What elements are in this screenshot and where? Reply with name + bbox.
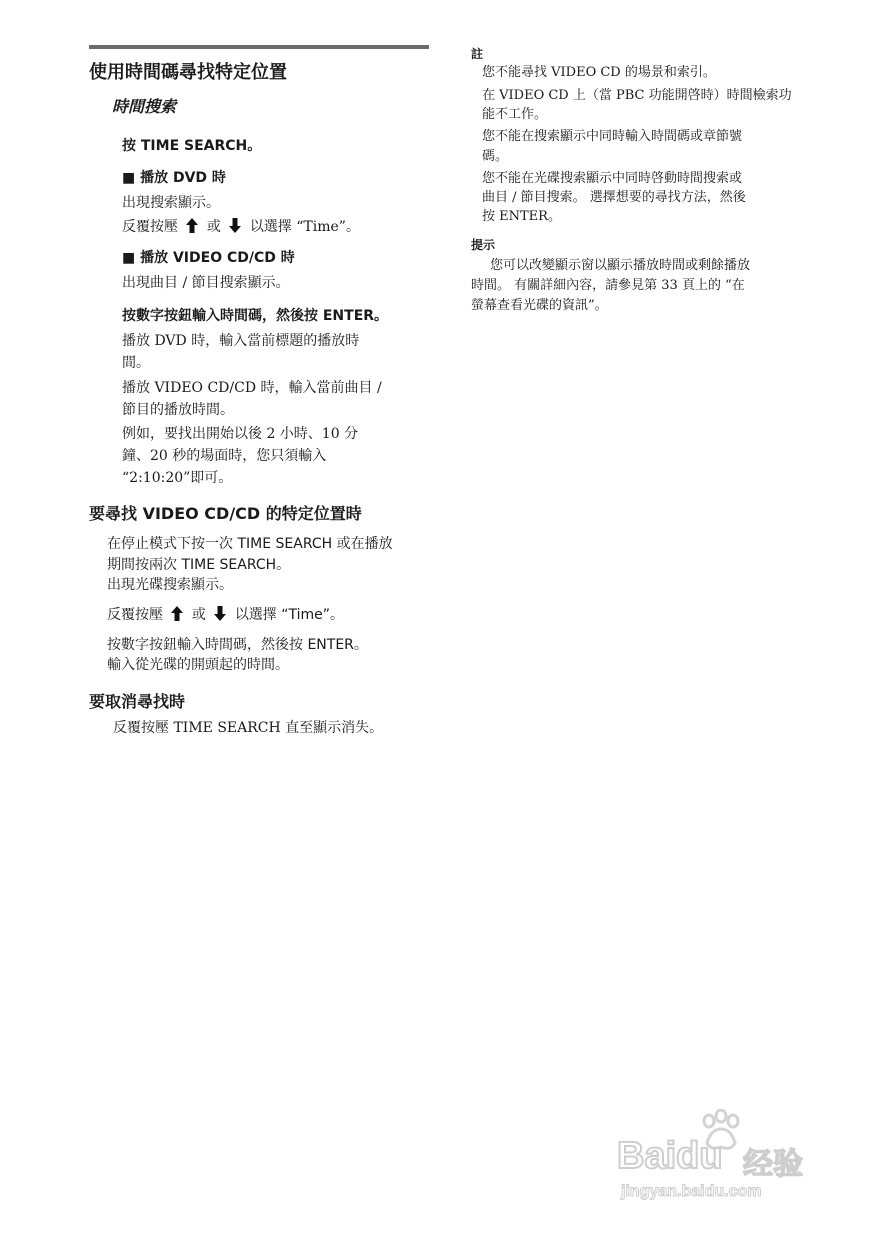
vcd-search-line-6: 輸入從光碟的開頭起的時間。 <box>107 657 289 673</box>
watermark-brand: Bai <box>617 1135 677 1177</box>
section-title-cancel: 要取消尋找時 <box>89 692 186 711</box>
vcd-search-line-5: 按數字按鈕輸入時間碼，然後按 ENTER。 <box>107 637 368 653</box>
dvd-line-2-or: 或 <box>206 219 221 235</box>
vcd-search-line-1: 在停止模式下按一次 TIME SEARCH 或在播放 <box>107 536 393 552</box>
section-rule <box>89 45 429 49</box>
dvd-line-1: 出現搜索顯示。 <box>122 195 220 211</box>
cancel-line-1: 反覆按壓 TIME SEARCH 直至顯示消失。 <box>113 720 384 736</box>
vcd-line-1: 出現曲目 / 節目搜索顯示。 <box>122 275 290 291</box>
para-example-line-3: “2:10:20”即可。 <box>122 470 233 486</box>
vcd-heading: ■ 播放 VIDEO CD/CD 時 <box>122 250 295 266</box>
arrow-down-icon <box>214 606 226 621</box>
note-3-line-1: 您不能在搜索顯示中同時輸入時間碼或章節號 <box>482 129 743 144</box>
vcd-search-line-4-post: 以選擇 “Time”。 <box>234 607 345 623</box>
section-title-vcd-search: 要尋找 VIDEO CD/CD 的特定位置時 <box>89 504 362 523</box>
dvd-line-2-pre: 反覆按壓 <box>122 219 178 235</box>
note-4-line-1: 您不能在光碟搜索顯示中同時啓動時間搜索或 <box>482 171 743 186</box>
vcd-search-line-4 <box>107 604 344 626</box>
dvd-heading: ■ 播放 DVD 時 <box>122 170 226 186</box>
note-3-line-2: 碼。 <box>482 149 509 164</box>
para-dvd-line-1: 播放 DVD 時，輸入當前標題的播放時 <box>122 333 360 349</box>
note-2-line-2: 能不工作。 <box>482 107 548 122</box>
dvd-line-2 <box>122 216 360 238</box>
tip-line-3: 螢幕查看光碟的資訊”。 <box>471 298 608 313</box>
vcd-search-line-4-pre: 反覆按壓 <box>107 607 163 623</box>
tip-line-1: 您可以改變顯示窗以顯示播放時間或剩餘播放 <box>490 258 751 273</box>
tip-line-2: 時間。 有關詳細內容，請參見第 33 頁上的 “在 <box>471 278 745 293</box>
para-example-line-2: 鐘、20 秒的場面時，您只須輸入 <box>122 448 327 464</box>
para-example-line-1: 例如，要找出開始以後 2 小時、10 分 <box>122 426 359 442</box>
para-vcd-line-1: 播放 VIDEO CD/CD 時，輸入當前曲目 / <box>122 380 382 396</box>
note-2-line-1: 在 VIDEO CD 上（當 PBC 功能開啓時）時間檢索功 <box>482 88 792 103</box>
section-title-time-code: 使用時間碼尋找特定位置 <box>89 62 287 83</box>
dvd-line-2-post: 以選擇 “Time”。 <box>249 219 360 235</box>
arrow-down-icon <box>229 218 241 233</box>
watermark-url: jingyan.baidu.com <box>621 1183 762 1200</box>
watermark-brand-du: du <box>676 1135 723 1177</box>
step-press-time-search: 按 TIME SEARCH。 <box>122 138 262 154</box>
para-dvd-line-2: 間。 <box>122 355 150 371</box>
vcd-search-line-3: 出現光碟搜索顯示。 <box>107 577 233 593</box>
note-label: 註 <box>471 47 484 61</box>
arrow-up-icon <box>186 218 198 233</box>
subsection-title-time-search: 時間搜索 <box>112 97 177 116</box>
para-vcd-line-2: 節目的播放時間。 <box>122 402 234 418</box>
watermark-jingyan: 经验 <box>743 1147 803 1182</box>
vcd-search-line-4-or: 或 <box>191 607 206 623</box>
baidu-watermark <box>615 1105 825 1205</box>
note-4-line-3: 按 ENTER。 <box>482 209 561 224</box>
arrow-up-icon <box>171 606 183 621</box>
tip-label: 提示 <box>471 238 496 252</box>
note-4-line-2: 曲目 / 節目搜索。 選擇想要的尋找方法，然後 <box>482 190 746 205</box>
note-1: 您不能尋找 VIDEO CD 的場景和索引。 <box>482 65 716 80</box>
vcd-search-line-2: 期間按兩次 TIME SEARCH。 <box>107 557 291 573</box>
step-enter-time-code: 按數字按鈕輸入時間碼，然後按 ENTER。 <box>122 308 389 324</box>
